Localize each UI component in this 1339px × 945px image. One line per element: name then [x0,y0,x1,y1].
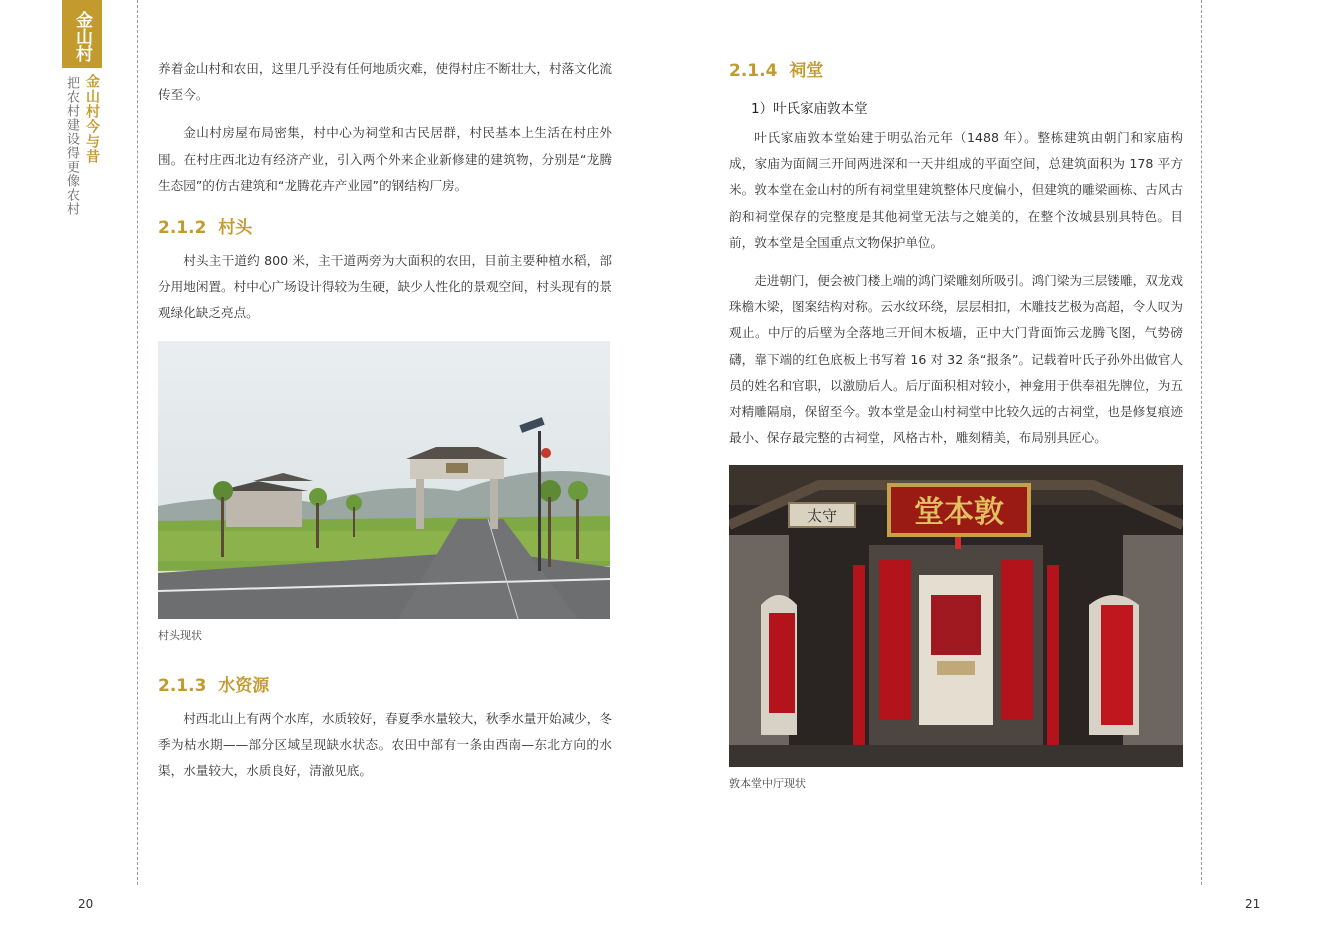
paragraph: 养着金山村和农田，这里几乎没有任何地质灾难，使得村庄不断壮大，村落文化流传至今。 [158,61,612,103]
section-heading-2-1-2 [158,213,612,238]
book-slogan: 把农村建设得更像农村 [64,76,79,216]
plaque-text: 堂本敦 [914,495,1004,531]
section-title: 水资源 [218,675,270,696]
section-title: 村头 [218,218,253,239]
page-number-left: 20 [78,897,94,911]
paragraph: 叶氏家庙敦本堂始建于明弘治元年（1488 年）。整栋建筑由朝门和家庙构成，家庙为面阔三开间两进深和一天井组成的平面空间，总建筑面积为 178 平方米。敦本堂在金山村的所有祠堂里建筑整体尺度偏小，但建筑的雕梁画栋、古风古韵和祠堂保存的完整度是其他祠堂无法与之媲美的，在整个汝城县别具特色。目前，敦本堂是全国重点文物保护单位。 [729,130,1183,250]
right-margin-rule [1201,0,1202,885]
chapter-tab: 金山村 [62,0,102,68]
photo-caption: 村头现状 [158,628,202,642]
left-page-column [158,56,612,784]
left-margin-rule [137,0,138,885]
section-title: 祠堂 [789,61,824,81]
section-number: 2.1.4 [729,61,778,81]
paragraph: 村西北山上有两个水库，水质较好，春夏季水量较大，秋季水量开始减少，冬季为枯水期——部分区域呈现缺水状态。农田中部有一条由西南—东北方向的水渠，水量较大，水质良好，清澈见底。 [158,710,612,779]
section-number: 2.1.3 [158,675,207,696]
chapter-subtitle: 金山村今与昔 [84,74,100,164]
paragraph: 走进朝门，便会被门楼上端的鸿门梁雕刻所吸引。鸿门梁为三层镂雕，双龙戏珠檐木梁，图案结构对称。云水纹环绕，层层相扣，木雕技艺极为高超，令人叹为观止。中厅的后壁为全落地三开间木板墙，正中大门背面饰云龙腾飞图，气势磅礴，靠下端的红色底板上书写着 16 对 32 条“报条”。记载着叶氏子孙外出做官人员的姓名和官职，以激励后人。后厅面积相对较小，神龛用于供奉祖先牌位，为五对精雕隔扇，保留至今。敦本堂是金山村祠堂中比较久远的古祠堂，也是修复痕迹最小、保存最完整的古祠堂，风格古朴，雕刻精美，布局别具匠心。 [729,273,1183,446]
side-plaque-text: 太守 [806,507,838,526]
section-heading-2-1-4 [729,56,1183,81]
section-heading-2-1-3 [158,671,612,696]
photo-caption: 敦本堂中厅现状 [729,777,806,791]
right-page-column [729,56,1183,791]
page-number-right: 21 [1245,897,1261,911]
ancestral-hall-photo [729,465,1183,767]
section-number: 2.1.2 [158,218,207,239]
village-entrance-photo [158,341,612,619]
paragraph: 村头主干道约 800 米，主干道两旁为大面积的农田，目前主要种植水稻，部分用地闲置。村中心广场设计得较为生硬，缺少人性化的景观空间，村头现有的景观绿化缺乏亮点。 [158,253,612,321]
subsection-heading: 1）叶氏家庙敦本堂 [751,101,868,117]
paragraph: 金山村房屋布局密集，村中心为祠堂和古民居群，村民基本上生活在村庄外围。在村庄西北边有经济产业，引入两个外来企业新修建的建筑物，分别是“龙腾生态园”的仿古建筑和“龙腾花卉产业园”的钢结构厂房。 [158,125,612,193]
